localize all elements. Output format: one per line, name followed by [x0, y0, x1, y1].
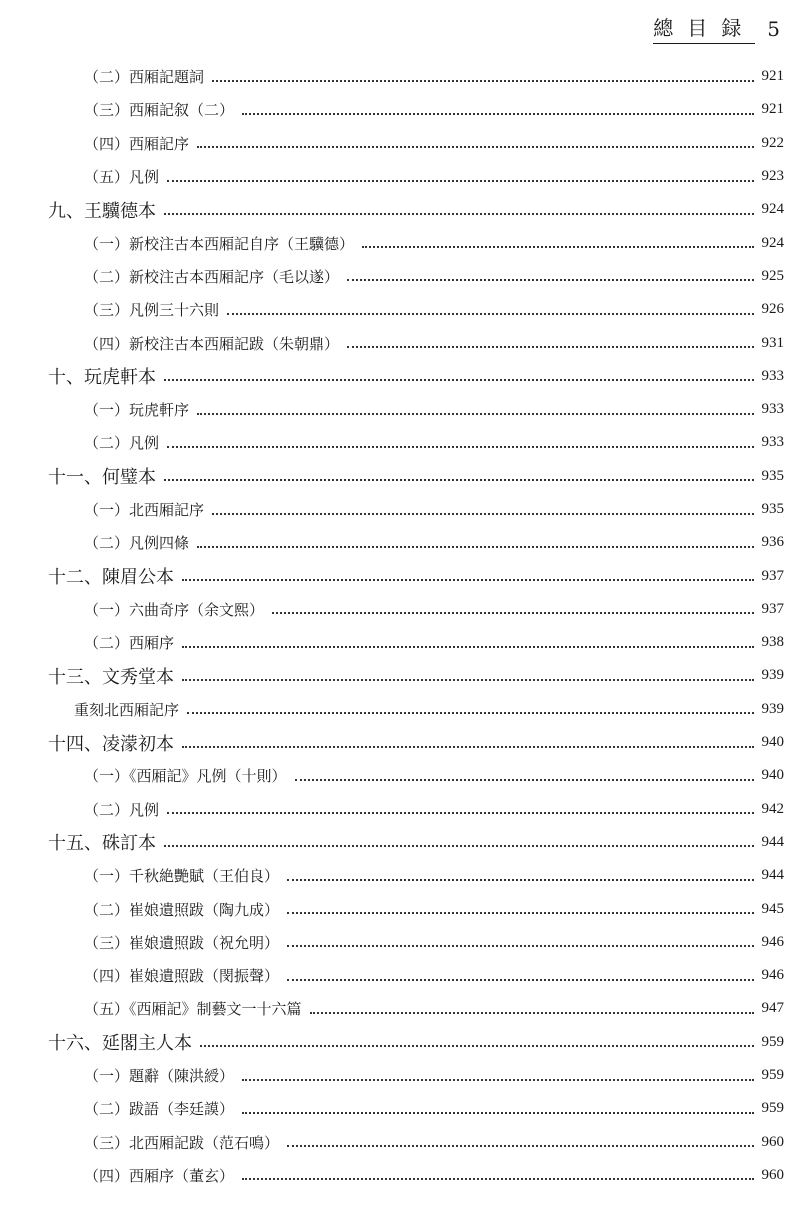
dot-leader: [200, 1045, 754, 1047]
toc-entry-title: 十五、硃訂本: [48, 833, 156, 855]
dot-leader: [164, 845, 754, 847]
toc-entry[interactable]: [0, 127, 800, 160]
toc-entry[interactable]: [0, 1059, 800, 1092]
toc-entry[interactable]: [0, 1159, 800, 1192]
running-title: 總目録: [653, 12, 755, 44]
table-of-contents: [0, 60, 800, 1192]
dot-leader: [182, 746, 754, 748]
dot-leader: [362, 246, 753, 248]
toc-entry[interactable]: [0, 892, 800, 925]
dot-leader: [242, 1112, 753, 1114]
toc-entry-title: （一）千秋絶艷賦（王伯良）: [84, 867, 280, 886]
dot-leader: [167, 812, 753, 814]
toc-entry-page: 945: [761, 900, 784, 917]
toc-entry[interactable]: [0, 493, 800, 526]
page-header: [653, 10, 780, 44]
toc-entry[interactable]: [0, 326, 800, 359]
toc-entry-page: 960: [761, 1133, 784, 1150]
toc-entry[interactable]: [0, 93, 800, 126]
toc-entry[interactable]: [0, 160, 800, 193]
toc-entry-page: 944: [761, 833, 784, 850]
toc-entry-title: （一）六曲奇序（余文熙）: [84, 600, 265, 619]
toc-entry-page: 942: [761, 800, 784, 817]
toc-entry-title: （二）跋語（李廷謨）: [84, 1100, 235, 1119]
toc-entry-title: 十四、凌濛初本: [48, 733, 174, 755]
toc-entry-page: 940: [761, 734, 784, 751]
toc-entry-page: 939: [761, 700, 784, 717]
toc-entry-title: （一）玩虎軒序: [84, 401, 190, 420]
toc-entry-title: 重刻北西厢記序: [74, 700, 180, 719]
toc-entry-page: 946: [761, 967, 784, 984]
toc-entry[interactable]: [0, 859, 800, 892]
toc-entry[interactable]: [0, 426, 800, 459]
toc-entry-title: 十一、何璧本: [48, 467, 156, 489]
dot-leader: [347, 346, 753, 348]
toc-entry[interactable]: [0, 693, 800, 726]
dot-leader: [227, 313, 753, 315]
dot-leader: [212, 80, 753, 82]
dot-leader: [287, 912, 753, 914]
toc-entry-page: 924: [761, 201, 784, 218]
dot-leader: [242, 1079, 753, 1081]
toc-entry-page: 938: [761, 634, 784, 651]
toc-entry-page: 940: [761, 767, 784, 784]
toc-entry-title: 十六、延閣主人本: [48, 1033, 192, 1055]
toc-entry-page: 960: [761, 1166, 784, 1183]
toc-entry-title: （二）凡例: [84, 434, 160, 453]
toc-entry-page: 959: [761, 1067, 784, 1084]
toc-entry[interactable]: [0, 526, 800, 559]
toc-section-heading[interactable]: [0, 1026, 800, 1059]
dot-leader: [242, 1178, 753, 1180]
toc-entry[interactable]: [0, 393, 800, 426]
toc-entry[interactable]: [0, 293, 800, 326]
toc-entry-page: 933: [761, 434, 784, 451]
toc-entry-title: （二）新校注古本西厢記序（毛以遂）: [84, 267, 340, 286]
dot-leader: [197, 546, 753, 548]
toc-entry-title: 九、王驥德本: [48, 200, 156, 222]
toc-entry-page: 922: [761, 134, 784, 151]
toc-entry-title: （四）西厢序（董玄）: [84, 1166, 235, 1185]
toc-entry-title: （五）《西厢記》制藝文一十六篇: [84, 1000, 302, 1019]
toc-entry[interactable]: [0, 1126, 800, 1159]
toc-entry-page: 925: [761, 267, 784, 284]
toc-entry-title: （三）崔娘遺照跋（祝允明）: [84, 933, 280, 952]
dot-leader: [212, 513, 753, 515]
toc-entry-page: 924: [761, 234, 784, 251]
toc-entry[interactable]: [0, 793, 800, 826]
toc-entry-title: （一）北西厢記序: [84, 501, 205, 519]
toc-entry-page: 937: [761, 600, 784, 617]
dot-leader: [287, 879, 753, 881]
toc-entry-page: 959: [761, 1100, 784, 1117]
toc-entry-page: 937: [761, 567, 784, 584]
toc-entry-title: （四）崔娘遺照跋（閔振聲）: [84, 967, 280, 986]
toc-section-heading[interactable]: [0, 659, 800, 692]
toc-entry[interactable]: [0, 959, 800, 992]
toc-entry-title: （三）北西厢記跋（范石鳴）: [84, 1133, 280, 1152]
dot-leader: [347, 279, 753, 281]
toc-section-heading[interactable]: [0, 193, 800, 226]
toc-entry-page: 944: [761, 867, 784, 884]
dot-leader: [164, 213, 754, 215]
dot-leader: [272, 612, 753, 614]
toc-entry-title: （二）崔娘遺照跋（陶九成）: [84, 900, 280, 919]
toc-entry-page: 947: [761, 1000, 784, 1017]
toc-entry-title: （一）題辭（陳洪綬）: [84, 1067, 235, 1086]
toc-entry-title: （五）凡例: [84, 168, 160, 187]
toc-entry-title: （二）凡例四條: [84, 534, 190, 553]
toc-section-heading[interactable]: [0, 360, 800, 393]
toc-entry-page: 931: [761, 334, 784, 351]
dot-leader: [287, 945, 753, 947]
dot-leader: [182, 679, 754, 681]
toc-entry[interactable]: [0, 226, 800, 259]
toc-entry-title: 十三、文秀堂本: [48, 666, 174, 688]
toc-entry-title: （一）新校注古本西厢記自序（王驥德）: [84, 234, 355, 253]
page-number: 5: [767, 17, 780, 41]
toc-entry-page: 923: [761, 168, 784, 185]
toc-entry[interactable]: [0, 759, 800, 792]
toc-section-heading[interactable]: [0, 726, 800, 759]
toc-section-heading[interactable]: [0, 559, 800, 592]
dot-leader: [287, 979, 753, 981]
toc-entry-page: 939: [761, 667, 784, 684]
toc-entry-title: （四）西厢記序: [84, 134, 190, 153]
toc-entry-page: 946: [761, 933, 784, 950]
toc-entry-title: （二）凡例: [84, 800, 160, 819]
dot-leader: [182, 579, 754, 581]
toc-entry-page: 935: [761, 467, 784, 484]
dot-leader: [242, 113, 753, 115]
toc-entry-title: （一）《西厢記》凡例（十則）: [84, 767, 287, 786]
toc-entry-page: 959: [761, 1033, 784, 1050]
toc-entry-page: 936: [761, 534, 784, 551]
dot-leader: [182, 646, 753, 648]
toc-entry[interactable]: [0, 992, 800, 1025]
dot-leader: [310, 1012, 754, 1014]
toc-entry-page: 921: [761, 101, 784, 118]
dot-leader: [197, 413, 753, 415]
toc-entry[interactable]: [0, 60, 800, 93]
toc-entry[interactable]: [0, 260, 800, 293]
toc-entry[interactable]: [0, 626, 800, 659]
dot-leader: [187, 712, 753, 714]
dot-leader: [167, 180, 753, 182]
toc-entry-page: 933: [761, 401, 784, 418]
toc-section-heading[interactable]: [0, 460, 800, 493]
toc-entry[interactable]: [0, 593, 800, 626]
dot-leader: [164, 379, 754, 381]
dot-leader: [197, 146, 753, 148]
toc-entry-title: 十、玩虎軒本: [48, 367, 156, 389]
toc-entry-page: 921: [761, 68, 784, 85]
toc-entry-title: 十二、陳眉公本: [48, 567, 174, 589]
toc-entry[interactable]: [0, 1092, 800, 1125]
toc-entry-page: 926: [761, 301, 784, 318]
toc-entry-title: （三）西厢記叙（二）: [84, 101, 235, 120]
toc-entry-title: （三）凡例三十六則: [84, 301, 220, 320]
toc-section-heading[interactable]: [0, 826, 800, 859]
dot-leader: [287, 1145, 753, 1147]
dot-leader: [167, 446, 753, 448]
toc-entry-page: 935: [761, 501, 784, 517]
dot-leader: [164, 479, 754, 481]
toc-entry-title: （四）新校注古本西厢記跋（朱朝鼎）: [84, 334, 340, 353]
toc-entry[interactable]: [0, 926, 800, 959]
toc-entry-title: （二）西厢記題詞: [84, 68, 205, 87]
toc-entry-title: （二）西厢序: [84, 634, 175, 653]
dot-leader: [295, 779, 754, 781]
toc-entry-page: 933: [761, 367, 784, 384]
